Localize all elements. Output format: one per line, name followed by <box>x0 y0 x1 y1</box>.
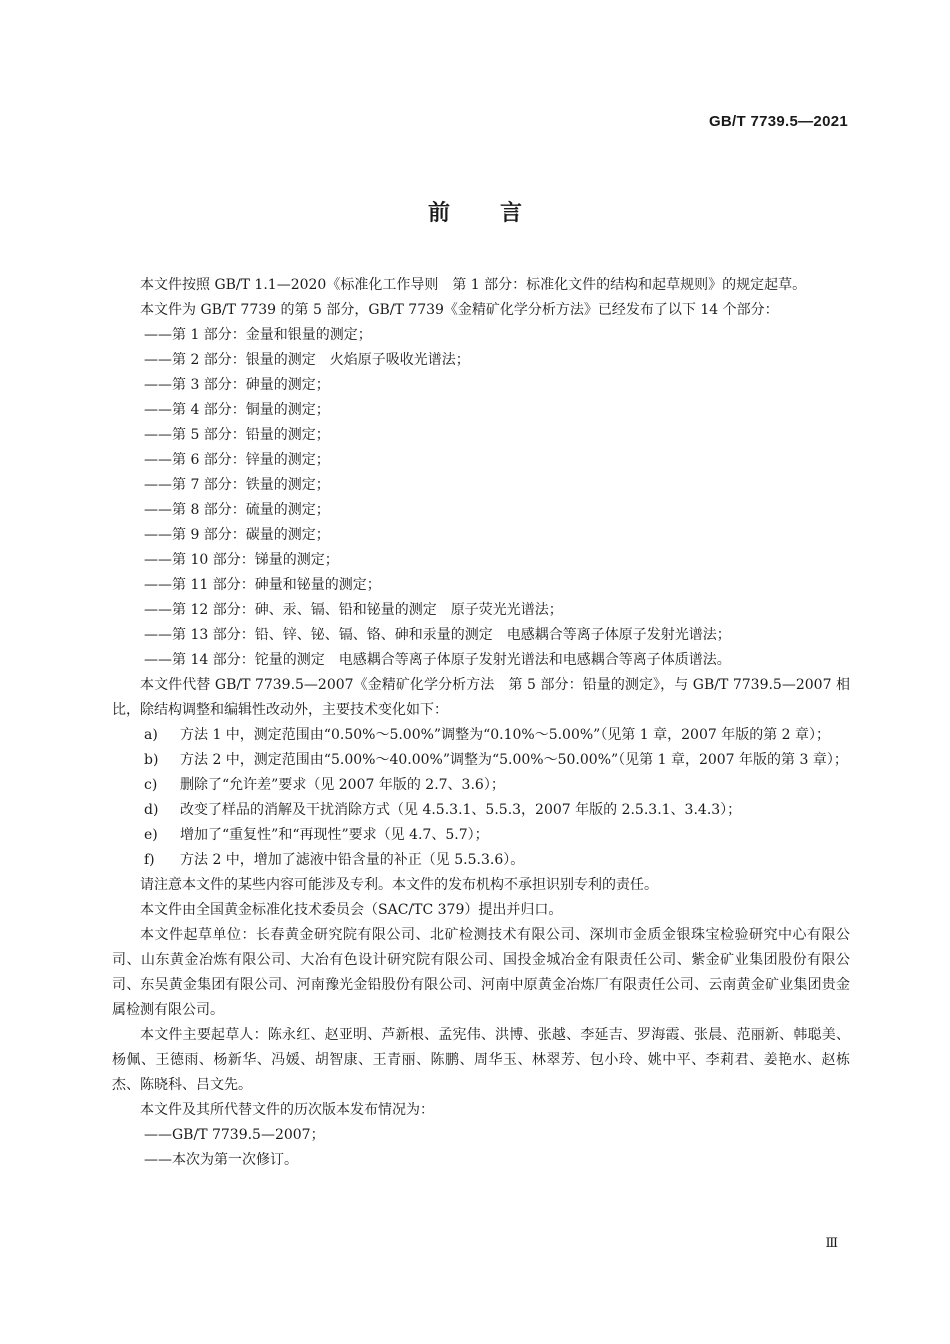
item-label: c) <box>144 777 158 793</box>
list-item: ——第 12 部分：砷、汞、镉、铅和铋量的测定 原子荧光光谱法； <box>144 602 563 618</box>
list-item: ——第 7 部分：铁量的测定； <box>144 477 330 493</box>
list-item: ——第 14 部分：铊量的测定 电感耦合等离子体原子发射光谱法和电感耦合等离子体质谱法。 <box>144 652 731 668</box>
change-item <box>112 748 850 773</box>
history-item: ——GB/T 7739.5—2007； <box>144 1127 325 1143</box>
list-item: ——第 5 部分：铅量的测定； <box>144 427 330 443</box>
patent-notice: 请注意本文件的某些内容可能涉及专利。本文件的发布机构不承担识别专利的责任。 <box>140 877 658 893</box>
changes-list <box>112 723 850 873</box>
page-title: 前言 <box>427 201 572 226</box>
item-text: 改变了样品的消解及干扰消除方式（见 4.5.3.1、5.5.3，2007 年版的 2.5.3.1、3.4.3）； <box>180 802 742 818</box>
list-item: ——第 6 部分：锌量的测定； <box>144 452 330 468</box>
item-label: b) <box>144 752 159 768</box>
drafters-paragraph: 本文件主要起草人：陈永红、赵亚明、芦新根、孟宪伟、洪博、张越、李延吉、罗海霞、张晨、范丽新、韩聪美、杨佩、王德雨、杨新华、冯媛、胡智康、王青丽、陈鹏、周华玉、林翠芳、包小玲、姚中平、李莉君、姜艳水、赵栋杰、陈晓科、吕文先。 <box>112 1027 850 1093</box>
item-label: e) <box>144 827 158 843</box>
list-item: ——第 3 部分：砷量的测定； <box>144 377 330 393</box>
intro-paragraph-1: 本文件按照 GB/T 1.1—2020《标准化工作导则 第 1 部分：标准化文件的结构和起草规则》的规定起草。 <box>140 277 807 293</box>
list-item: ——第 2 部分：银量的测定 火焰原子吸收光谱法； <box>144 352 470 368</box>
history-item: ——本次为第一次修订。 <box>144 1152 298 1168</box>
drafting-units-paragraph: 本文件起草单位：长春黄金研究院有限公司、北矿检测技术有限公司、深圳市金质金银珠宝检验研究中心有限公司、山东黄金冶炼有限公司、大冶有色设计研究院有限公司、国投金城冶金有限责任公司、紫金矿业集团股份有限公司、东吴黄金集团有限公司、河南豫光金铅股份有限公司、河南中原黄金冶炼厂有限责任公司、云南黄金矿业集团贵金属检测有限公司。 <box>112 927 850 1018</box>
list-item: ——第 10 部分：锑量的测定； <box>144 552 339 568</box>
list-item: ——第 8 部分：硫量的测定； <box>144 502 330 518</box>
item-text: 方法 1 中，测定范围由“0.50%～5.00%”调整为“0.10%～5.00%”（见第 1 章，2007 年版的第 2 章）； <box>180 727 831 743</box>
item-label: a) <box>144 727 158 743</box>
item-text: 删除了“允许差”要求（见 2007 年版的 2.7、3.6）； <box>180 777 505 793</box>
item-label: d) <box>144 802 159 818</box>
committee-paragraph: 本文件由全国黄金标准化技术委员会（SAC/TC 379）提出并归口。 <box>140 902 563 918</box>
list-item: ——第 13 部分：铅、锌、铋、镉、铬、砷和汞量的测定 电感耦合等离子体原子发射光谱法； <box>144 627 731 643</box>
item-text: 方法 2 中，增加了滤液中铅含量的补正（见 5.5.3.6）。 <box>180 852 525 868</box>
list-item: ——第 11 部分：砷量和铋量的测定； <box>144 577 381 593</box>
change-item <box>112 823 850 848</box>
change-item <box>112 848 850 873</box>
replacement-paragraph: 本文件代替 GB/T 7739.5—2007《金精矿化学分析方法 第 5 部分：铅量的测定》，与 GB/T 7739.5—2007 相比，除结构调整和编辑性改动外，主要技术变化如下： <box>112 677 850 718</box>
change-item <box>112 773 850 798</box>
list-item: ——第 1 部分：金量和银量的测定； <box>144 327 372 343</box>
history-intro: 本文件及其所代替文件的历次版本发布情况为： <box>140 1102 434 1118</box>
list-item: ——第 4 部分：铜量的测定； <box>144 402 330 418</box>
change-item <box>112 798 850 823</box>
parts-list <box>112 323 850 673</box>
list-item: ——第 9 部分：碳量的测定； <box>144 527 330 543</box>
standard-code: GB/T 7739.5—2021 <box>708 113 848 130</box>
preface-body <box>112 273 850 1173</box>
page-number: Ⅲ <box>825 1236 838 1251</box>
intro-paragraph-2: 本文件为 GB/T 7739 的第 5 部分，GB/T 7739《金精矿化学分析方法》已经发布了以下 14 个部分： <box>140 302 779 318</box>
item-text: 增加了“重复性”和“再现性”要求（见 4.7、5.7）； <box>180 827 489 843</box>
item-label: f) <box>144 852 155 868</box>
change-item <box>112 723 850 748</box>
item-text: 方法 2 中，测定范围由“5.00%～40.00%”调整为“5.00%～50.00%”（见第 1 章，2007 年版的第 3 章）； <box>180 752 848 768</box>
